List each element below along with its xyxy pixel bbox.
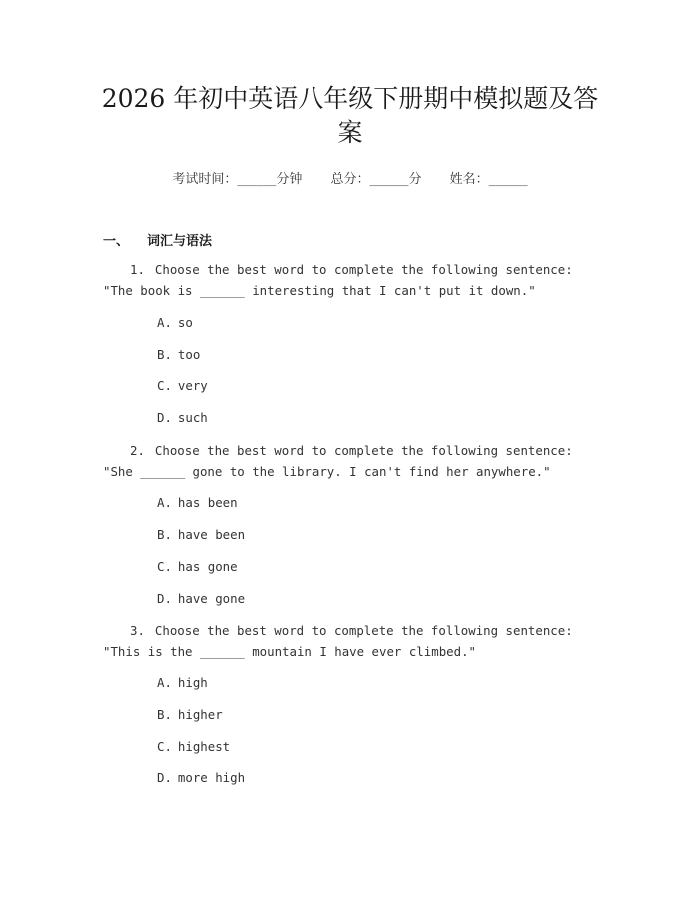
option-letter: C.: [157, 739, 172, 754]
option-text: too: [177, 347, 201, 362]
q2-option-b: [157, 526, 245, 544]
option-letter: C.: [157, 378, 172, 393]
option-text: has been: [177, 495, 238, 510]
q1-option-d: [157, 409, 208, 427]
section-number: 一、: [103, 234, 130, 249]
option-text: more high: [177, 770, 246, 785]
q1-option-b: [157, 346, 200, 364]
option-letter: A.: [157, 315, 172, 330]
question-1: [103, 259, 583, 301]
option-letter: C.: [157, 559, 172, 574]
option-letter: B.: [157, 707, 172, 722]
option-letter: B.: [157, 347, 172, 362]
question-text: Choose the best word to complete the following sentence: "The book is ______ interesting that I can't put it down.": [103, 262, 573, 298]
question-text: Choose the best word to complete the following sentence: "This is the ______ mountain I have ever climbed.": [103, 623, 573, 659]
option-text: have gone: [177, 591, 246, 606]
option-letter: A.: [157, 675, 172, 690]
question-number: 1.: [130, 262, 145, 277]
question-3: [103, 620, 583, 662]
option-letter: A.: [157, 495, 172, 510]
option-text: very: [177, 378, 208, 393]
question-number: 2.: [130, 443, 145, 458]
q3-option-d: [157, 769, 245, 787]
option-text: high: [177, 675, 208, 690]
option-letter: B.: [157, 527, 172, 542]
question-number: 3.: [130, 623, 145, 638]
option-text: higher: [177, 707, 223, 722]
q2-option-d: [157, 590, 245, 608]
option-letter: D.: [157, 770, 172, 785]
exam-time-label: 考试时间：______分钟: [172, 172, 303, 187]
q3-option-b: [157, 706, 223, 724]
q3-option-a: [157, 674, 208, 692]
option-letter: D.: [157, 591, 172, 606]
question-2: [103, 440, 583, 482]
option-text: such: [177, 410, 208, 425]
option-text: so: [177, 315, 193, 330]
option-text: have been: [177, 527, 246, 542]
question-text: Choose the best word to complete the following sentence: "She ______ gone to the library. I can't find her anywhere.": [103, 443, 573, 479]
student-name-label: 姓名：______: [449, 172, 528, 187]
q1-option-a: [157, 314, 193, 332]
option-letter: D.: [157, 410, 172, 425]
q3-option-c: [157, 738, 230, 756]
q2-option-c: [157, 558, 238, 576]
option-text: highest: [177, 739, 231, 754]
section-title: 词汇与语法: [147, 234, 213, 249]
total-score-label: 总分：______分: [330, 172, 422, 187]
exam-info: [0, 168, 700, 187]
q1-option-c: [157, 377, 208, 395]
document-title: 2026 年初中英语八年级下册期中模拟题及答案: [101, 84, 599, 147]
q2-option-a: [157, 494, 238, 512]
section-heading: [103, 230, 212, 249]
option-text: has gone: [177, 559, 238, 574]
